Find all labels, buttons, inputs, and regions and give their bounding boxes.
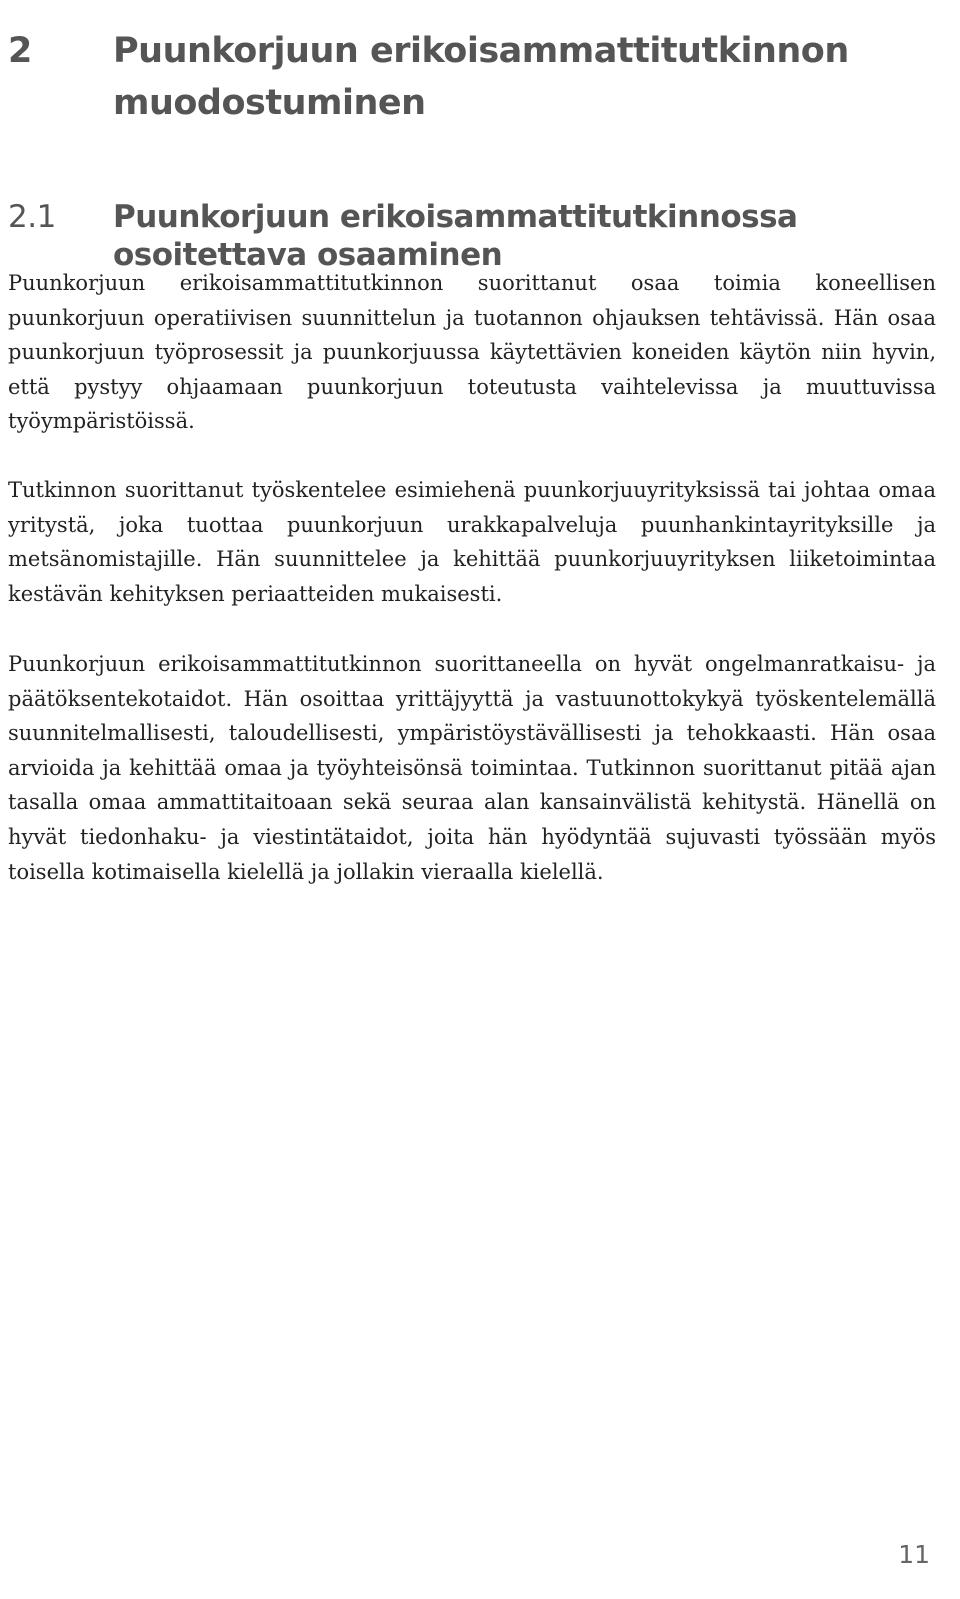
body-paragraph-1: Puunkorjuun erikoisammattitutkinnon suorittanut osaa toimia koneellisen puunkorjuun operatiivisen suunnittelun ja tuotannon ohjauksen tehtävissä. Hän osaa puunkorjuun työprosessit ja puunkorjuussa käytettävien koneiden käytön niin hyvin, että pystyy ohjaamaan puunkorjuun toteutusta vaihtelevissa ja muuttuvissa työympäristöissä. [8, 271, 936, 434]
section-heading [8, 198, 948, 274]
chapter-number: 2 [8, 31, 32, 72]
chapter-heading [8, 25, 948, 129]
chapter-title: Puunkorjuun erikoisammattitutkinnon muodostuminen [113, 31, 849, 124]
body-paragraph-3: Puunkorjuun erikoisammattitutkinnon suorittaneella on hyvät ongelmanratkaisu- ja päätöksentekotaidot. Hän osoittaa yrittäjyyttä ja vastuunottokykyä työskentelemällä suunnitelmallisesti, taloudellisesti, ympäristöystävällisesti ja tehokkaasti. Hän osaa arvioida ja kehittää omaa ja työyhteisönsä toimintaa. Tutkinnon suorittanut pitää ajan tasalla omaa ammattitaitoaan sekä seuraa alan kansainvälistä kehitystä. Hänellä on hyvät tiedonhaku- ja viestintätaidot, joita hän hyödyntää sujuvasti työssään myös toisella kotimaisella kielellä ja jollakin vieraalla kielellä. [8, 652, 936, 884]
body-paragraph-2: Tutkinnon suorittanut työskentelee esimiehenä puunkorjuuyrityksissä tai johtaa omaa yritystä, joka tuottaa puunkorjuun urakkapalveluja puunhankintayrityksille ja metsänomistajille. Hän suunnittelee ja kehittää puunkorjuuyrityksen liiketoimintaa kestävän kehityksen periaatteiden mukaisesti. [8, 478, 936, 606]
section-number: 2.1 [8, 198, 56, 235]
page-number: 11 [898, 1540, 930, 1569]
section-title: Puunkorjuun erikoisammattitutkinnossa osoitettava osaaminen [113, 198, 798, 273]
